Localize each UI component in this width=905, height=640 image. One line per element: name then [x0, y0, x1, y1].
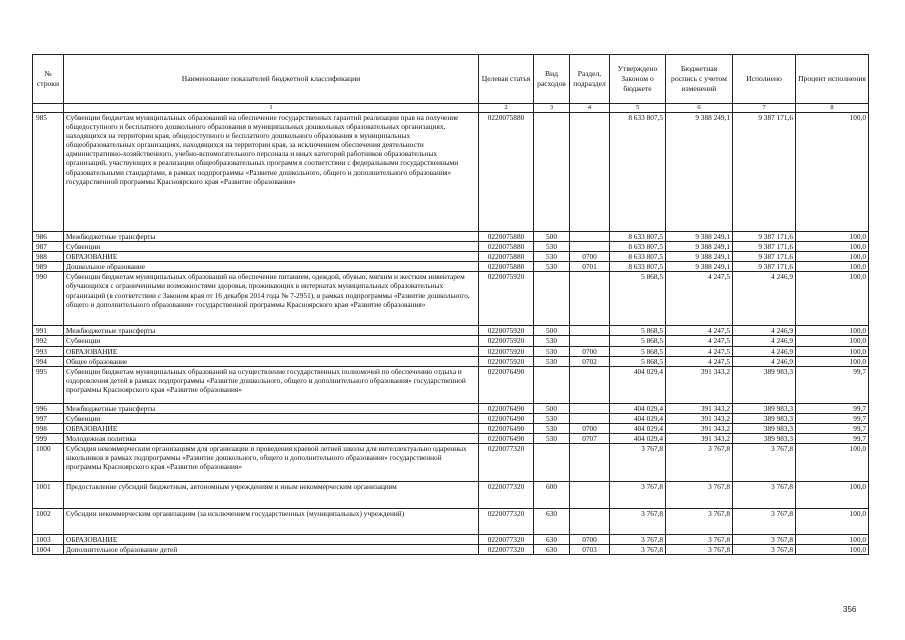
cell-executed: 389 983,3 — [733, 413, 796, 423]
cell-name: Субвенции бюджетам муниципальных образований на осуществление государственных полномочий по обеспечению отдыха и оздоровления детей в рамках подпрограммы «Развитие дошкольного, общего и дополнительного образования» государственной программы Красноярского края «Развитие образования» — [64, 366, 479, 403]
table-row — [33, 242, 869, 252]
cell-target: 0220075880 — [479, 232, 534, 242]
cell-row-number: 992 — [33, 336, 64, 346]
table-row — [33, 434, 869, 444]
cell-row-number: 997 — [33, 413, 64, 423]
cell-name: Дополнительное образование детей — [64, 545, 479, 555]
header-budget: Бюджетная роспись с учетом изменений — [666, 55, 733, 104]
cell-budget: 3 767,8 — [666, 482, 733, 509]
cell-budget: 4 247,5 — [666, 346, 733, 356]
cell-name: Дошкольное образование — [64, 262, 479, 272]
cell-section — [570, 509, 610, 535]
cell-percent: 100,0 — [796, 545, 869, 555]
cell-type — [534, 444, 570, 482]
cell-target: 0220077320 — [479, 482, 534, 509]
cell-percent: 100,0 — [796, 252, 869, 262]
cell-name: Субсидия некоммерческим организациям для организации и проведения краевой летней школы для интеллектуально одаренных школьников в рамках подпрограммы «Развитие дошкольного, общего и дополнительного образования» государственной программы Красноярского края «Развитие образования» — [64, 444, 479, 482]
cell-percent: 100,0 — [796, 336, 869, 346]
cell-type — [534, 272, 570, 326]
cell-row-number: 1001 — [33, 482, 64, 509]
column-number: 8 — [796, 104, 869, 113]
cell-name: Субвенции — [64, 242, 479, 252]
cell-approved: 3 767,8 — [610, 545, 666, 555]
table-row — [33, 336, 869, 346]
column-number-row — [33, 104, 869, 113]
column-number: 1 — [64, 104, 479, 113]
cell-percent: 100,0 — [796, 242, 869, 252]
cell-budget: 391 343,2 — [666, 423, 733, 433]
cell-name: ОБРАЗОВАНИЕ — [64, 535, 479, 545]
cell-type: 530 — [534, 423, 570, 433]
cell-percent: 100,0 — [796, 444, 869, 482]
table-row — [33, 356, 869, 366]
cell-type: 500 — [534, 403, 570, 413]
header-executed: Исполнено — [733, 55, 796, 104]
cell-type: 630 — [534, 545, 570, 555]
cell-budget: 391 343,2 — [666, 434, 733, 444]
cell-approved: 404 029,4 — [610, 434, 666, 444]
column-number: 4 — [570, 104, 610, 113]
cell-name: ОБРАЗОВАНИЕ — [64, 346, 479, 356]
cell-percent: 99,7 — [796, 366, 869, 403]
document-page — [32, 54, 869, 555]
cell-name: ОБРАЗОВАНИЕ — [64, 252, 479, 262]
table-row — [33, 545, 869, 555]
table-row — [33, 413, 869, 423]
cell-target: 0220075880 — [479, 252, 534, 262]
cell-approved: 5 868,5 — [610, 272, 666, 326]
header-section: Раздел, подраздел — [570, 55, 610, 104]
cell-executed: 3 767,8 — [733, 545, 796, 555]
cell-executed: 9 387 171,6 — [733, 232, 796, 242]
cell-section: 0700 — [570, 252, 610, 262]
table-row — [33, 366, 869, 403]
cell-name: Общее образование — [64, 356, 479, 366]
cell-name: Субвенции бюджетам муниципальных образований на обеспечение питанием, одеждой, обувью, мягким и жестким инвентарем обучающихся с ограниченными возможностями здоровья, проживающих в интернатах муниципальных образовательных организаций (в соответствии с Законом края от 16 декабря 2014 года № 7-2951), в рамках подпрограммы «Развитие дошкольного, общего и дополнительного образования» государственной программы Красноярского края «Развитие образования» — [64, 272, 479, 326]
table-row — [33, 509, 869, 535]
cell-budget: 9 388 249,1 — [666, 242, 733, 252]
cell-percent: 99,7 — [796, 423, 869, 433]
cell-budget: 4 247,5 — [666, 356, 733, 366]
cell-approved: 8 633 807,5 — [610, 262, 666, 272]
cell-type: 600 — [534, 482, 570, 509]
cell-executed: 389 983,3 — [733, 423, 796, 433]
column-number: 6 — [666, 104, 733, 113]
cell-executed: 389 983,3 — [733, 366, 796, 403]
cell-row-number: 991 — [33, 326, 64, 336]
cell-budget: 9 388 249,1 — [666, 232, 733, 242]
cell-row-number: 995 — [33, 366, 64, 403]
table-row — [33, 482, 869, 509]
cell-section: 0702 — [570, 356, 610, 366]
cell-section: 0700 — [570, 346, 610, 356]
cell-budget: 3 767,8 — [666, 545, 733, 555]
cell-row-number: 985 — [33, 113, 64, 232]
cell-row-number: 1000 — [33, 444, 64, 482]
cell-target: 0220075880 — [479, 242, 534, 252]
cell-percent: 100,0 — [796, 346, 869, 356]
cell-approved: 404 029,4 — [610, 423, 666, 433]
cell-executed: 3 767,8 — [733, 444, 796, 482]
cell-section — [570, 272, 610, 326]
cell-section — [570, 326, 610, 336]
cell-section — [570, 232, 610, 242]
cell-row-number: 999 — [33, 434, 64, 444]
cell-type: 500 — [534, 232, 570, 242]
table-row — [33, 252, 869, 262]
cell-target: 0220076490 — [479, 366, 534, 403]
header-row-number: № строки — [33, 55, 64, 104]
cell-type: 530 — [534, 252, 570, 262]
cell-approved: 404 029,4 — [610, 413, 666, 423]
cell-name: Предоставление субсидий бюджетным, автономным учреждениям и иным некоммерческим организациям — [64, 482, 479, 509]
cell-approved: 3 767,8 — [610, 509, 666, 535]
column-number: 7 — [733, 104, 796, 113]
table-row — [33, 403, 869, 413]
cell-row-number: 988 — [33, 252, 64, 262]
cell-target: 0220075920 — [479, 336, 534, 346]
cell-approved: 5 868,5 — [610, 326, 666, 336]
cell-executed: 4 246,9 — [733, 336, 796, 346]
cell-section: 0700 — [570, 535, 610, 545]
cell-name: Межбюджетные трансферты — [64, 403, 479, 413]
cell-name: Межбюджетные трансферты — [64, 232, 479, 242]
cell-section — [570, 482, 610, 509]
cell-type — [534, 366, 570, 403]
cell-budget: 391 343,2 — [666, 366, 733, 403]
cell-type: 530 — [534, 336, 570, 346]
cell-section — [570, 413, 610, 423]
header-percent: Процент исполнения — [796, 55, 869, 104]
cell-section — [570, 444, 610, 482]
cell-type: 530 — [534, 413, 570, 423]
table-row — [33, 444, 869, 482]
cell-name: Субвенции — [64, 413, 479, 423]
cell-section — [570, 336, 610, 346]
cell-percent: 100,0 — [796, 356, 869, 366]
cell-row-number: 996 — [33, 403, 64, 413]
cell-percent: 100,0 — [796, 326, 869, 336]
cell-approved: 3 767,8 — [610, 535, 666, 545]
cell-row-number: 987 — [33, 242, 64, 252]
table-row — [33, 423, 869, 433]
cell-target: 0220075920 — [479, 326, 534, 336]
cell-row-number: 990 — [33, 272, 64, 326]
header-type: Вид расходов — [534, 55, 570, 104]
cell-percent: 100,0 — [796, 535, 869, 545]
cell-approved: 8 633 807,5 — [610, 232, 666, 242]
cell-approved: 404 029,4 — [610, 403, 666, 413]
cell-target: 0220077320 — [479, 545, 534, 555]
cell-budget: 391 343,2 — [666, 403, 733, 413]
cell-executed: 4 246,9 — [733, 326, 796, 336]
cell-row-number: 998 — [33, 423, 64, 433]
cell-executed: 3 767,8 — [733, 509, 796, 535]
cell-name: Межбюджетные трансферты — [64, 326, 479, 336]
table-row — [33, 326, 869, 336]
cell-percent: 99,7 — [796, 403, 869, 413]
cell-section — [570, 366, 610, 403]
cell-budget: 3 767,8 — [666, 535, 733, 545]
cell-section — [570, 403, 610, 413]
cell-target: 0220077320 — [479, 535, 534, 545]
cell-budget: 3 767,8 — [666, 444, 733, 482]
cell-target: 0220076490 — [479, 413, 534, 423]
cell-percent: 100,0 — [796, 232, 869, 242]
cell-type: 530 — [534, 262, 570, 272]
header-row — [33, 55, 869, 104]
cell-target: 0220076490 — [479, 423, 534, 433]
cell-executed: 9 387 171,6 — [733, 262, 796, 272]
cell-target: 0220075920 — [479, 356, 534, 366]
cell-row-number: 993 — [33, 346, 64, 356]
cell-budget: 9 388 249,1 — [666, 113, 733, 232]
table-row — [33, 346, 869, 356]
cell-executed: 9 387 171,6 — [733, 242, 796, 252]
cell-section: 0701 — [570, 262, 610, 272]
cell-percent: 100,0 — [796, 272, 869, 326]
cell-target: 0220077320 — [479, 509, 534, 535]
cell-row-number: 1003 — [33, 535, 64, 545]
cell-budget: 391 343,2 — [666, 413, 733, 423]
cell-executed: 4 246,9 — [733, 356, 796, 366]
cell-name: Субвенции — [64, 336, 479, 346]
cell-budget: 3 767,8 — [666, 509, 733, 535]
cell-type: 530 — [534, 356, 570, 366]
cell-executed: 3 767,8 — [733, 482, 796, 509]
cell-name: Субсидии некоммерческим организациям (за исключением государственных (муниципальных) учреждений) — [64, 509, 479, 535]
cell-approved: 8 633 807,5 — [610, 113, 666, 232]
table-row — [33, 232, 869, 242]
cell-executed: 4 246,9 — [733, 346, 796, 356]
cell-type: 500 — [534, 326, 570, 336]
cell-budget: 9 388 249,1 — [666, 262, 733, 272]
cell-budget: 9 388 249,1 — [666, 252, 733, 262]
cell-name: ОБРАЗОВАНИЕ — [64, 423, 479, 433]
cell-percent: 100,0 — [796, 509, 869, 535]
column-number — [33, 104, 64, 113]
cell-percent: 99,7 — [796, 413, 869, 423]
cell-section: 0700 — [570, 423, 610, 433]
cell-name: Молодежная политика — [64, 434, 479, 444]
cell-row-number: 989 — [33, 262, 64, 272]
table-body — [33, 113, 869, 555]
cell-name: Субвенции бюджетам муниципальных образований на обеспечение государственных гарантий реализации прав на получение общедоступного и бесплатного дошкольного образования в муниципальных дошкольных образовательных организациях, находящихся на территории края, общедоступного и бесплатного дошкольного образования в муниципальных общеобразовательных организациях, находящихся на территории края, за исключением обеспечения деятельности административно-хозяйственного, учебно-вспомогательного персонала и иных категорий работников образовательных организаций, участвующих в реализации общеобразовательных программ в соответствии с федеральными государственными образовательными стандартами, в рамках подпрограммы «Развитие дошкольного, общего и дополнительного образования» государственной программы Красноярского края «Развитие образования» — [64, 113, 479, 232]
cell-executed: 4 246,9 — [733, 272, 796, 326]
cell-approved: 8 633 807,5 — [610, 242, 666, 252]
cell-type: 530 — [534, 242, 570, 252]
cell-type — [534, 113, 570, 232]
table-row — [33, 262, 869, 272]
cell-approved: 5 868,5 — [610, 336, 666, 346]
cell-type: 630 — [534, 509, 570, 535]
cell-approved: 8 633 807,5 — [610, 252, 666, 262]
cell-section: 0703 — [570, 545, 610, 555]
cell-section: 0707 — [570, 434, 610, 444]
cell-target: 0220075880 — [479, 113, 534, 232]
cell-budget: 4 247,5 — [666, 336, 733, 346]
cell-approved: 404 029,4 — [610, 366, 666, 403]
table-row — [33, 113, 869, 232]
header-target: Целевая статья — [479, 55, 534, 104]
column-number: 3 — [534, 104, 570, 113]
cell-row-number: 986 — [33, 232, 64, 242]
cell-section — [570, 242, 610, 252]
cell-target: 0220076490 — [479, 403, 534, 413]
header-name: Наименование показателей бюджетной классификации — [64, 55, 479, 104]
cell-row-number: 1004 — [33, 545, 64, 555]
cell-percent: 100,0 — [796, 262, 869, 272]
cell-row-number: 1002 — [33, 509, 64, 535]
cell-type: 630 — [534, 535, 570, 545]
page-number: 356 — [843, 605, 857, 614]
cell-budget: 4 247,5 — [666, 326, 733, 336]
cell-executed: 9 387 171,6 — [733, 113, 796, 232]
cell-executed: 389 983,3 — [733, 434, 796, 444]
cell-approved: 3 767,8 — [610, 482, 666, 509]
table-row — [33, 272, 869, 326]
cell-section — [570, 113, 610, 232]
cell-percent: 99,7 — [796, 434, 869, 444]
cell-approved: 5 868,5 — [610, 356, 666, 366]
cell-percent: 100,0 — [796, 482, 869, 509]
budget-table — [32, 54, 869, 555]
cell-type: 530 — [534, 346, 570, 356]
cell-percent: 100,0 — [796, 113, 869, 232]
cell-target: 0220076490 — [479, 434, 534, 444]
cell-target: 0220075920 — [479, 346, 534, 356]
cell-executed: 389 983,3 — [733, 403, 796, 413]
table-row — [33, 535, 869, 545]
header-approved: Утверждено Законом о бюджете — [610, 55, 666, 104]
cell-type: 530 — [534, 434, 570, 444]
column-number: 5 — [610, 104, 666, 113]
column-number: 2 — [479, 104, 534, 113]
cell-budget: 4 247,5 — [666, 272, 733, 326]
cell-executed: 3 767,8 — [733, 535, 796, 545]
cell-approved: 5 868,5 — [610, 346, 666, 356]
cell-target: 0220075880 — [479, 262, 534, 272]
cell-approved: 3 767,8 — [610, 444, 666, 482]
cell-row-number: 994 — [33, 356, 64, 366]
cell-target: 0220077320 — [479, 444, 534, 482]
cell-target: 0220075920 — [479, 272, 534, 326]
cell-executed: 9 387 171,6 — [733, 252, 796, 262]
